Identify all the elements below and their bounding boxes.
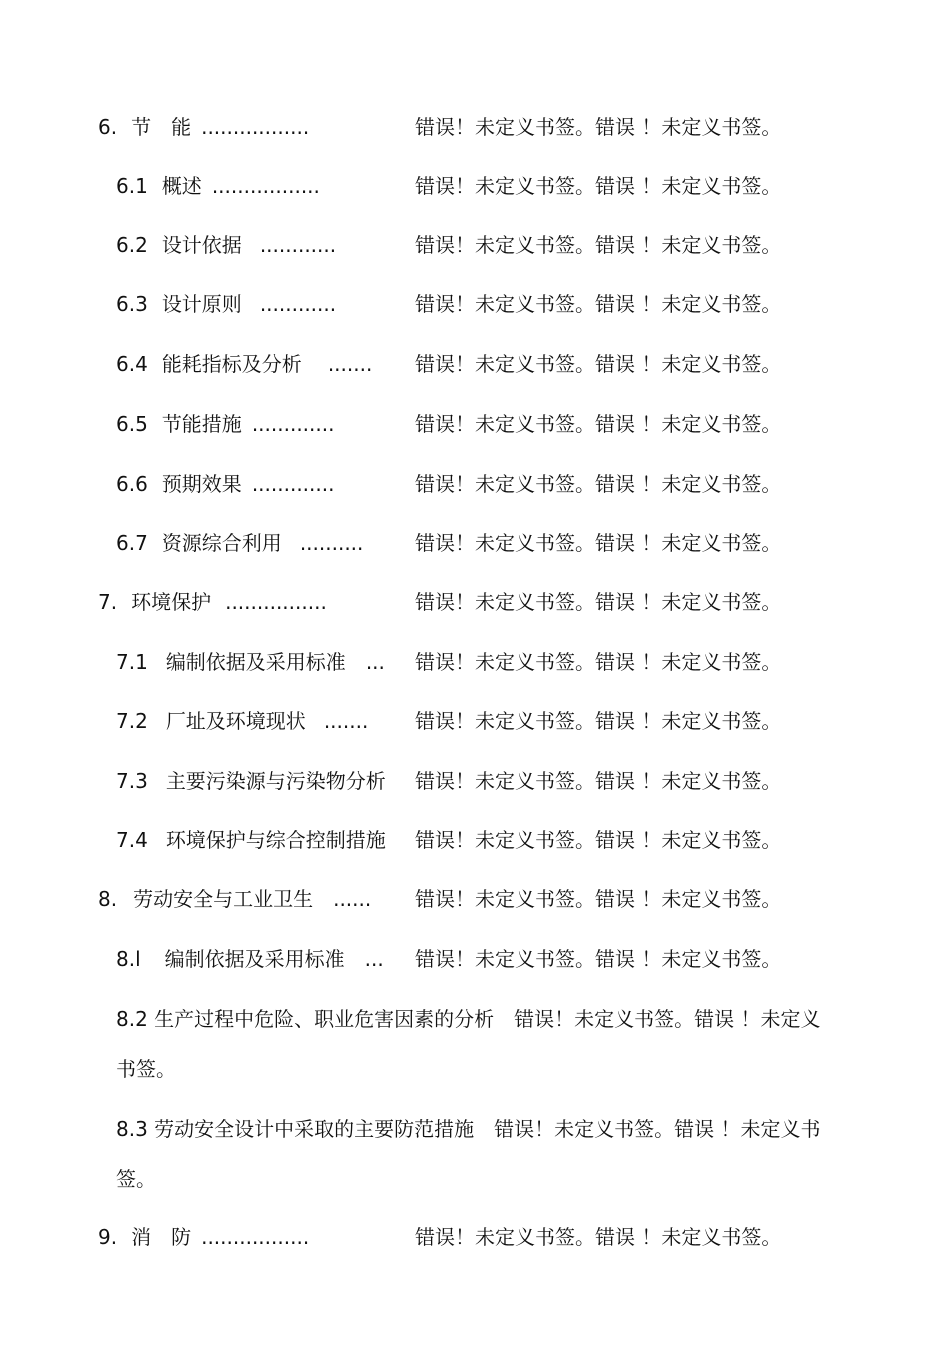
toc-title: 环境保护与综合控制措施 (165, 828, 386, 852)
toc-entry-7[interactable] (98, 587, 327, 617)
toc-leader-dots: ....... (323, 709, 369, 733)
toc-page-ref: 错误！未定义书签。错误 ！未定义书签。 (415, 947, 782, 971)
toc-leader-dots: ................. (201, 115, 310, 139)
toc-page-ref: 错误！未定义书签。错误 ！未定义书签。 (415, 1225, 782, 1249)
toc-number: 8. (98, 887, 118, 911)
toc-number: 7.4 (116, 828, 148, 852)
toc-title: 设计依据 (161, 233, 242, 257)
toc-entry-7-1[interactable] (116, 647, 385, 677)
toc-leader-dots: ............. (251, 412, 335, 436)
toc-number: 7.3 (116, 769, 148, 793)
toc-title: 设计原则 (161, 292, 242, 316)
toc-number: 6.6 (116, 472, 148, 496)
toc-entry-8-1[interactable] (116, 944, 384, 974)
toc-entry-6-2[interactable] (116, 230, 336, 260)
toc-entry-7-2[interactable] (116, 706, 368, 736)
toc-page-ref: 错误！未定义书签。错误 ！未定义书签。 (415, 828, 782, 852)
toc-page-ref: 错误！未定义书签。错误 ！未定义书签。 (415, 352, 782, 376)
toc-title: 消 防 (131, 1225, 192, 1249)
toc-title: 劳动安全与工业卫生 (133, 887, 314, 911)
toc-title: 厂址及环境现状 (165, 709, 306, 733)
toc-page-ref: 错误！未定义书签。错误 ！未定义书签。 (415, 233, 782, 257)
toc-leader-dots: ............ (259, 233, 337, 257)
toc-number: 6.3 (116, 292, 148, 316)
toc-leader-dots: ............ (259, 292, 337, 316)
toc-number: 6.7 (116, 531, 148, 555)
toc-leader-dots: ............. (251, 472, 335, 496)
toc-entry-6-4[interactable] (116, 349, 372, 379)
toc-page-ref: 错误！未定义书签。错误 ！未定义书签。 (415, 590, 782, 614)
toc-entry-6-3[interactable] (116, 289, 336, 319)
toc-page-ref: 错误！未定义书签。错误 ！未定义书签。 (415, 531, 782, 555)
toc-entry-6-1[interactable] (116, 171, 320, 201)
toc-title: 节能措施 (161, 412, 242, 436)
toc-page-ref: 错误！未定义书签。错误 ！未定义书签。 (415, 650, 782, 674)
toc-title: 资源综合利用 (161, 531, 282, 555)
toc-entry-8-3[interactable]: 8.3 劳动安全设计中采取的主要防范措施 错误！未定义书签。错误 ！未定义书签。 (116, 1117, 821, 1191)
toc-page-ref: 错误！未定义书签。错误 ！未定义书签。 (415, 115, 782, 139)
toc-number: 7.2 (116, 709, 148, 733)
toc-title: 环境保护 (131, 590, 212, 614)
toc-page-ref: 错误！未定义书签。错误 ！未定义书签。 (415, 472, 782, 496)
toc-title: 主要污染源与污染物分析 (165, 769, 386, 793)
toc-leader-dots: ... (365, 650, 385, 674)
toc-number: 8.l (116, 947, 141, 971)
toc-page-ref: 错误！未定义书签。错误 ！未定义书签。 (415, 709, 782, 733)
toc-page-ref: 错误！未定义书签。错误 ！未定义书签。 (415, 769, 782, 793)
toc-entry-6-6[interactable] (116, 469, 334, 499)
toc-title: 编制依据及采用标准 (164, 947, 345, 971)
toc-page-ref: 错误！未定义书签。错误 ！未定义书签。 (415, 292, 782, 316)
toc-entry-8-2[interactable]: 8.2 生产过程中危险、职业危害因素的分析 错误！未定义书签。错误 ！未定义书签。 (116, 1007, 821, 1081)
toc-leader-dots: ................. (211, 174, 320, 198)
toc-leader-dots: ................. (201, 1225, 310, 1249)
toc-number: 6.5 (116, 412, 148, 436)
toc-entry-7-4[interactable] (116, 825, 386, 855)
toc-entry-6-7[interactable] (116, 528, 363, 558)
toc-number: 6.4 (116, 352, 148, 376)
toc-title: 编制依据及采用标准 (165, 650, 346, 674)
toc-number: 6.2 (116, 233, 148, 257)
toc-title: 节 能 (131, 115, 192, 139)
toc-entry-9[interactable] (98, 1222, 309, 1252)
toc-entry-7-3[interactable] (116, 766, 386, 796)
toc-number: 7. (98, 590, 118, 614)
toc-entry-6-5[interactable] (116, 409, 334, 439)
toc-number: 6. (98, 115, 118, 139)
toc-leader-dots: ...... (333, 887, 372, 911)
toc-number: 7.1 (116, 650, 148, 674)
toc-title: 概述 (161, 174, 202, 198)
toc-entry-6[interactable] (98, 112, 309, 142)
toc-leader-dots: ... (364, 947, 384, 971)
toc-leader-dots: ....... (327, 352, 373, 376)
toc-number: 6.1 (116, 174, 148, 198)
toc-entry-8[interactable] (98, 884, 371, 914)
toc-page-ref: 错误！未定义书签。错误 ！未定义书签。 (415, 174, 782, 198)
toc-number: 9. (98, 1225, 118, 1249)
toc-page-ref: 错误！未定义书签。错误 ！未定义书签。 (415, 887, 782, 911)
toc-page-ref: 错误！未定义书签。错误 ！未定义书签。 (415, 412, 782, 436)
toc-title: 预期效果 (161, 472, 242, 496)
toc-title: 能耗指标及分析 (161, 352, 302, 376)
toc-leader-dots: ................ (225, 590, 327, 614)
toc-leader-dots: .......... (299, 531, 364, 555)
